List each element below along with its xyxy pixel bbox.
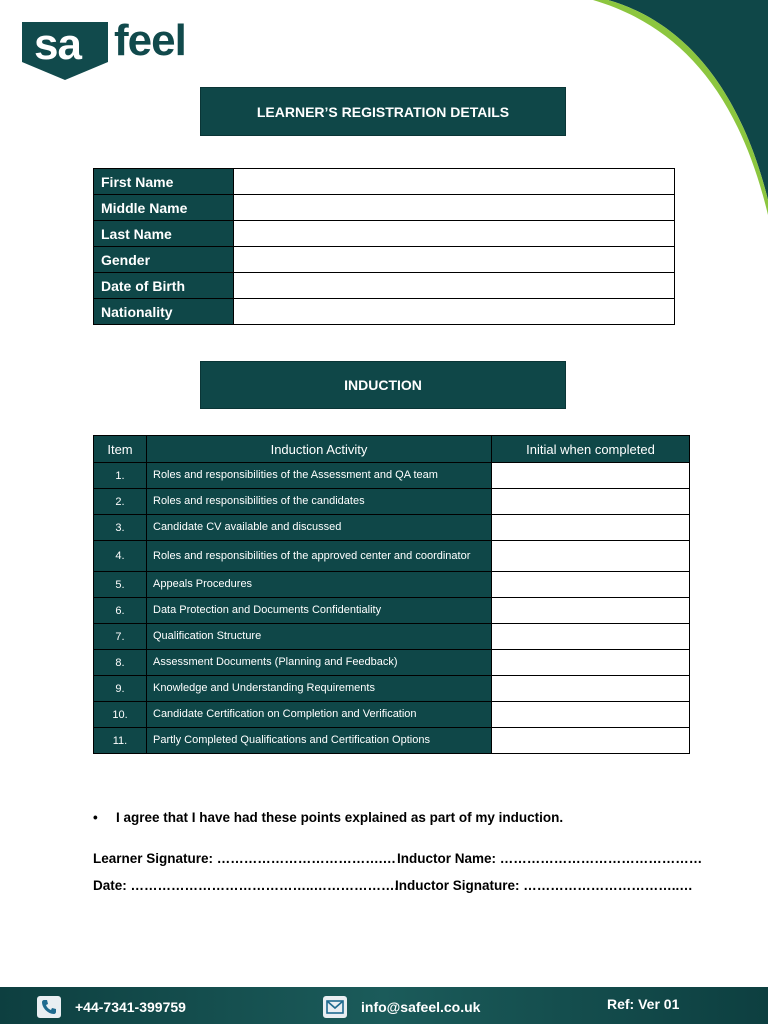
activity-text: Assessment Documents (Planning and Feedback) bbox=[147, 650, 492, 676]
activity-text: Appeals Procedures bbox=[147, 572, 492, 598]
item-number: 4. bbox=[94, 541, 147, 572]
logo-text-sa: sa bbox=[34, 20, 81, 69]
activity-text: Qualification Structure bbox=[147, 624, 492, 650]
ref-text: Ref: Ver 01 bbox=[607, 996, 680, 1012]
induction-row bbox=[94, 728, 690, 754]
envelope-icon bbox=[323, 996, 347, 1018]
registration-row bbox=[94, 299, 675, 325]
induction-row bbox=[94, 676, 690, 702]
registration-table bbox=[93, 168, 675, 325]
induction-row bbox=[94, 650, 690, 676]
logo-text-feel: feel bbox=[114, 16, 186, 65]
activity-text: Partly Completed Qualifications and Certification Options bbox=[147, 728, 492, 754]
item-number: 3. bbox=[94, 515, 147, 541]
header-activity: Induction Activity bbox=[147, 436, 492, 463]
induction-row bbox=[94, 702, 690, 728]
activity-text: Roles and responsibilities of the approved center and coordinator bbox=[147, 541, 492, 572]
field-label: Last Name bbox=[94, 221, 234, 247]
activity-text: Roles and responsibilities of the candidates bbox=[147, 489, 492, 515]
item-number: 2. bbox=[94, 489, 147, 515]
field-label: Nationality bbox=[94, 299, 234, 325]
item-number: 9. bbox=[94, 676, 147, 702]
field-input[interactable] bbox=[234, 299, 675, 325]
initial-input[interactable] bbox=[492, 598, 690, 624]
item-number: 7. bbox=[94, 624, 147, 650]
initial-input[interactable] bbox=[492, 676, 690, 702]
registration-title: LEARNER’S REGISTRATION DETAILS bbox=[200, 87, 566, 136]
registration-row bbox=[94, 195, 675, 221]
activity-text: Candidate CV available and discussed bbox=[147, 515, 492, 541]
learner-signature-field[interactable]: Learner Signature: ……………………………….… bbox=[93, 851, 397, 866]
activity-text: Candidate Certification on Completion and Verification bbox=[147, 702, 492, 728]
header-item: Item bbox=[94, 436, 147, 463]
item-number: 8. bbox=[94, 650, 147, 676]
item-number: 1. bbox=[94, 463, 147, 489]
field-label: Middle Name bbox=[94, 195, 234, 221]
registration-row bbox=[94, 169, 675, 195]
induction-row bbox=[94, 598, 690, 624]
initial-input[interactable] bbox=[492, 489, 690, 515]
safeel-logo bbox=[22, 16, 212, 82]
item-number: 11. bbox=[94, 728, 147, 754]
initial-input[interactable] bbox=[492, 541, 690, 572]
field-input[interactable] bbox=[234, 247, 675, 273]
initial-input[interactable] bbox=[492, 728, 690, 754]
registration-row bbox=[94, 221, 675, 247]
footer-phone bbox=[37, 996, 186, 1018]
induction-table bbox=[93, 435, 690, 754]
initial-input[interactable] bbox=[492, 463, 690, 489]
footer-email bbox=[323, 996, 480, 1018]
induction-row bbox=[94, 515, 690, 541]
induction-header-row bbox=[94, 436, 690, 463]
field-label: First Name bbox=[94, 169, 234, 195]
field-input[interactable] bbox=[234, 195, 675, 221]
initial-input[interactable] bbox=[492, 650, 690, 676]
footer-bar bbox=[0, 987, 768, 1024]
induction-title: INDUCTION bbox=[200, 361, 566, 409]
footer-ref bbox=[607, 996, 679, 1012]
induction-row bbox=[94, 489, 690, 515]
inductor-signature-field[interactable]: Inductor Signature: ……………………………..… bbox=[395, 878, 693, 893]
header-initial: Initial when completed bbox=[492, 436, 690, 463]
initial-input[interactable] bbox=[492, 702, 690, 728]
induction-row bbox=[94, 463, 690, 489]
registration-row bbox=[94, 273, 675, 299]
agreement-text: I agree that I have had these points explained as part of my induction. bbox=[116, 810, 564, 825]
field-input[interactable] bbox=[234, 273, 675, 299]
bullet-point: • bbox=[93, 810, 98, 825]
item-number: 6. bbox=[94, 598, 147, 624]
initial-input[interactable] bbox=[492, 624, 690, 650]
induction-row bbox=[94, 541, 690, 572]
field-input[interactable] bbox=[234, 221, 675, 247]
induction-row bbox=[94, 572, 690, 598]
item-number: 5. bbox=[94, 572, 147, 598]
phone-number: +44-7341-399759 bbox=[75, 999, 186, 1015]
phone-icon bbox=[37, 996, 61, 1018]
initial-input[interactable] bbox=[492, 572, 690, 598]
agreement-statement bbox=[93, 810, 563, 825]
email-link[interactable]: info@safeel.co.uk bbox=[361, 999, 481, 1015]
induction-row bbox=[94, 624, 690, 650]
inductor-name-field[interactable]: Inductor Name: ……………………………………… bbox=[397, 851, 703, 866]
date-field[interactable]: Date: …………………………………..………………. bbox=[93, 878, 399, 893]
field-input[interactable] bbox=[234, 169, 675, 195]
item-number: 10. bbox=[94, 702, 147, 728]
activity-text: Knowledge and Understanding Requirements bbox=[147, 676, 492, 702]
initial-input[interactable] bbox=[492, 515, 690, 541]
field-label: Date of Birth bbox=[94, 273, 234, 299]
activity-text: Roles and responsibilities of the Assessment and QA team bbox=[147, 463, 492, 489]
field-label: Gender bbox=[94, 247, 234, 273]
registration-row bbox=[94, 247, 675, 273]
activity-text: Data Protection and Documents Confidentiality bbox=[147, 598, 492, 624]
